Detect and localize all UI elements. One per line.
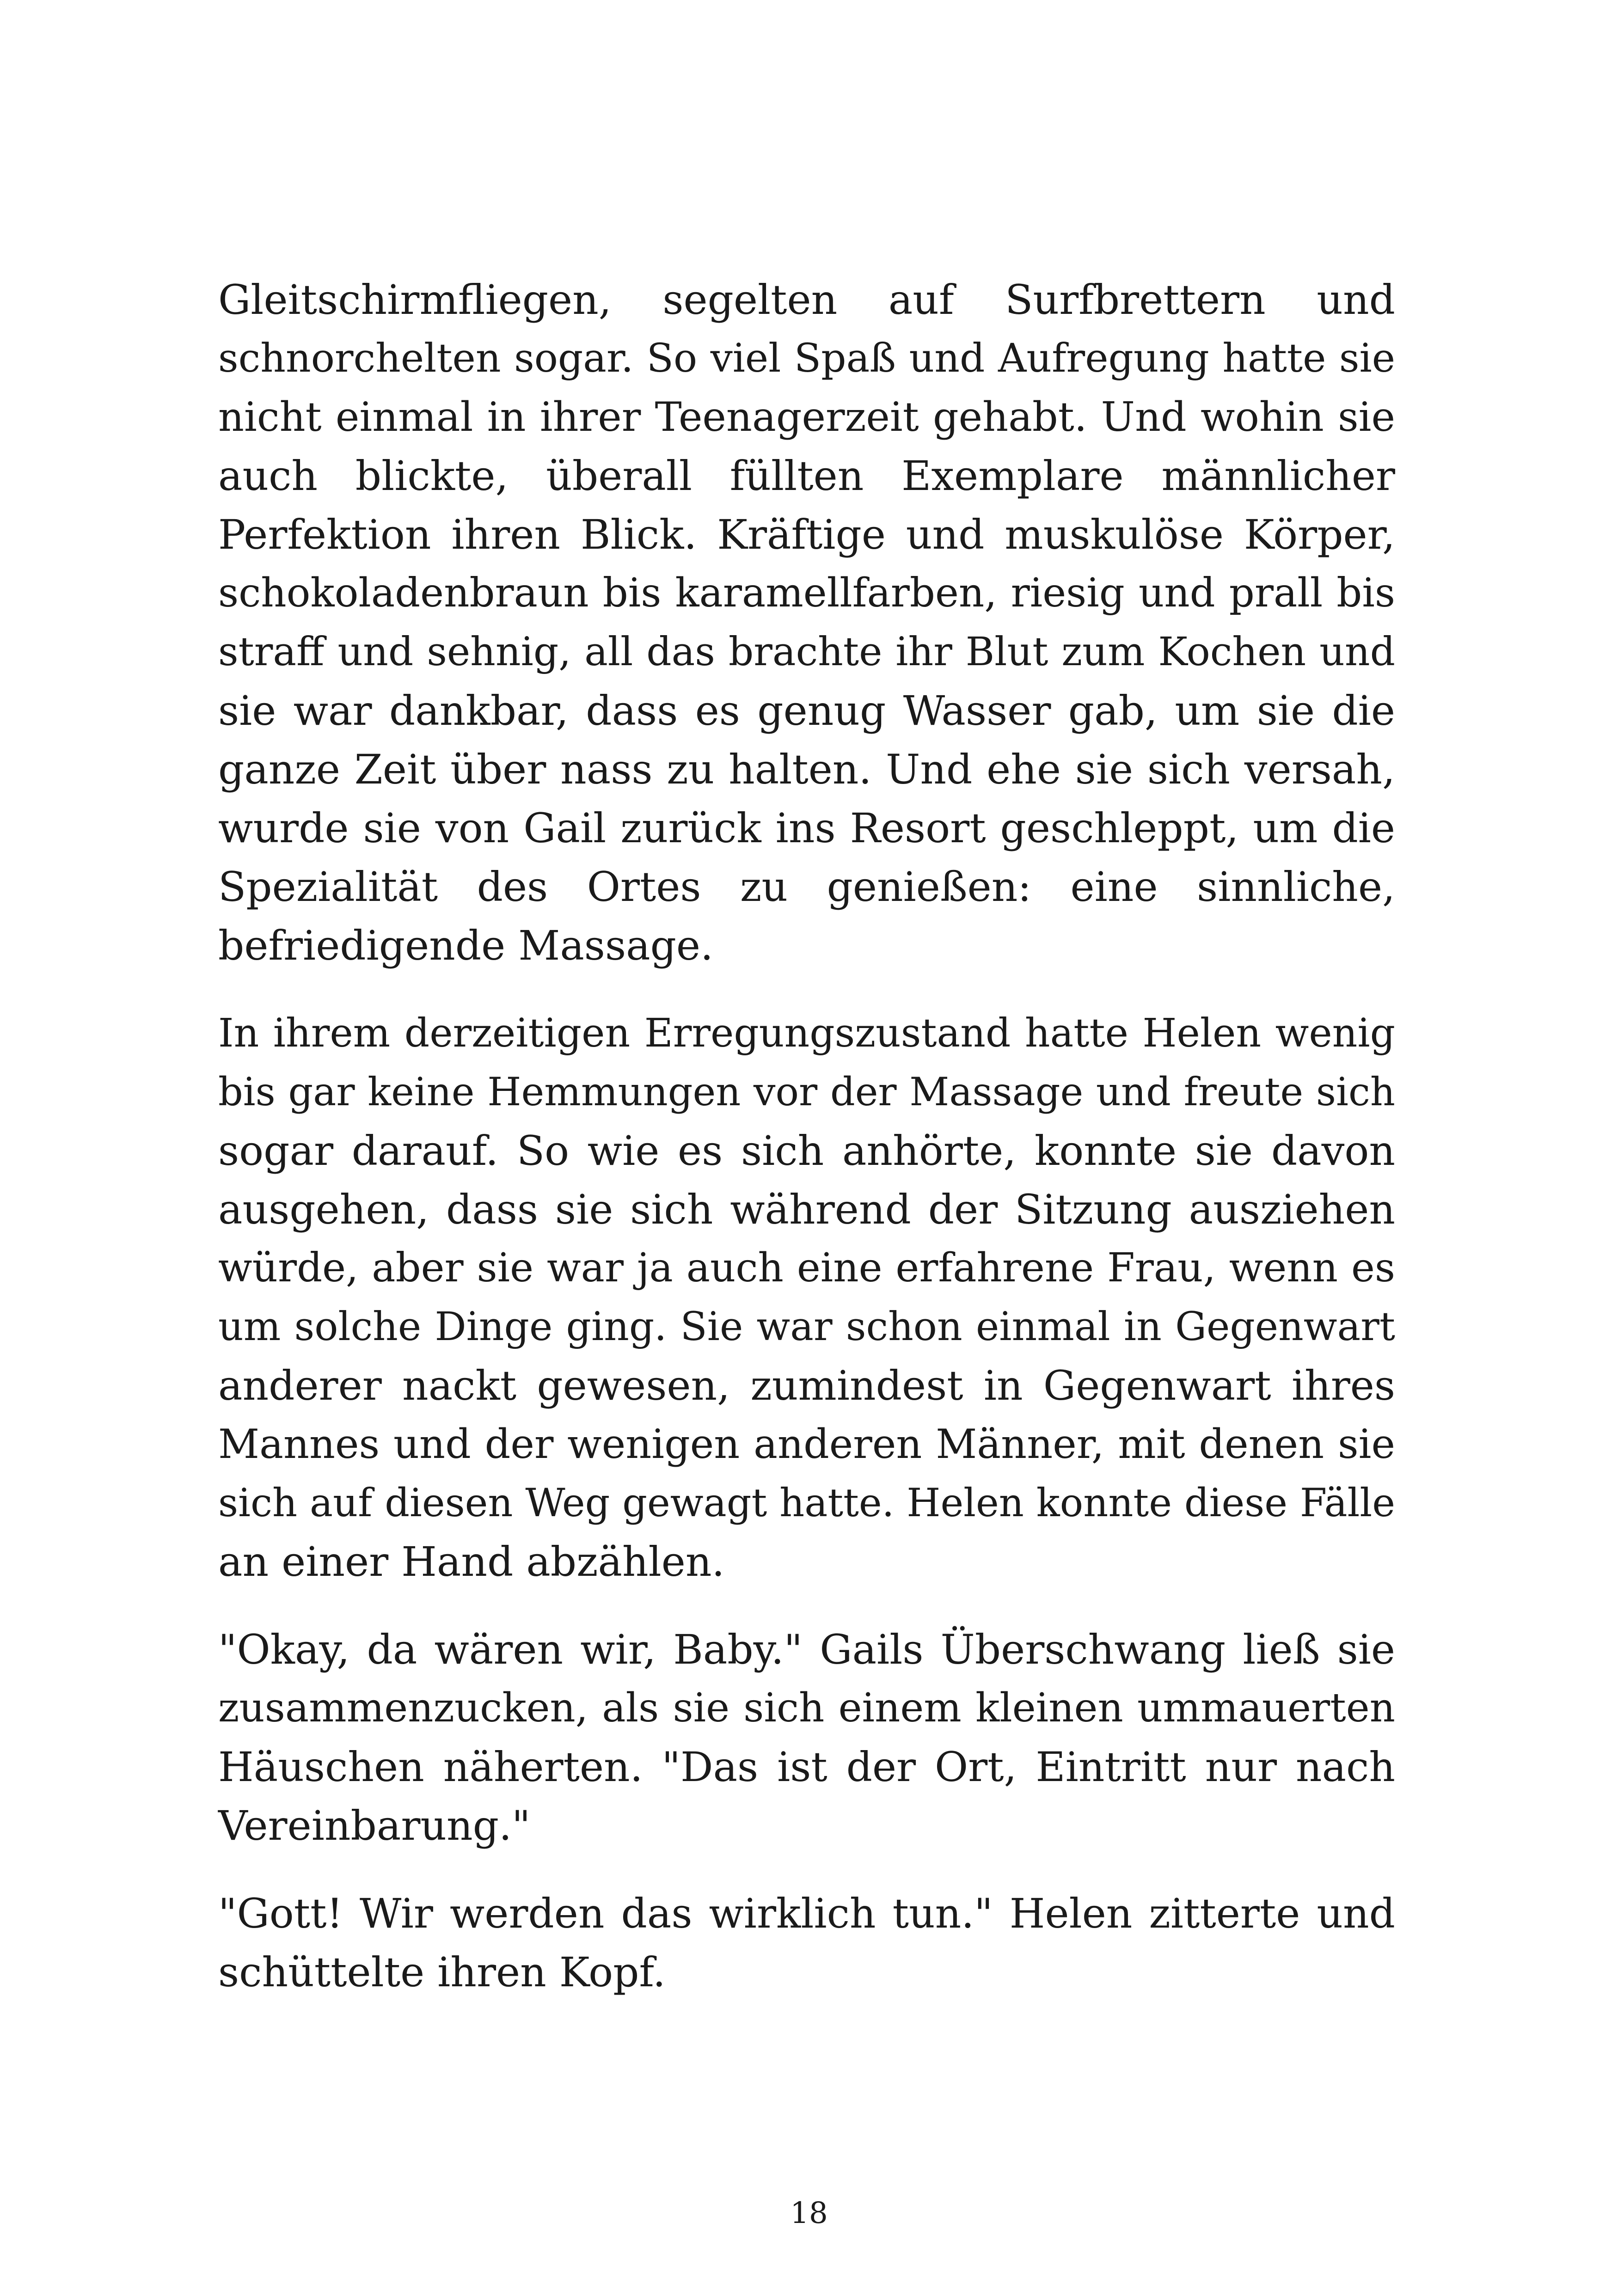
text-line: an einer Hand abzählen. [218, 1538, 725, 1586]
text-line: sich auf diesen Weg gewagt hatte. Helen konnte diese Fälle [218, 1480, 1395, 1525]
text-line: würde, aber sie war ja auch eine erfahrene Frau, wenn es [218, 1245, 1395, 1291]
text-line: straff und sehnig, all das brachte ihr Blut zum Kochen und [218, 629, 1395, 675]
text-line: bis gar keine Hemmungen vor der Massage und freute sich [218, 1069, 1395, 1114]
text-line: Vereinbarung." [218, 1802, 531, 1849]
text-line: Häuschen näherten. "Das ist der Ort, Eintritt nur nach [218, 1743, 1395, 1791]
text-line: schnorchelten sogar. So viel Spaß und Aufregung hatte sie [218, 336, 1395, 381]
text-line: nicht einmal in ihrer Teenagerzeit gehabt. Und wohin sie [218, 393, 1395, 441]
paragraph-3 [218, 1620, 1395, 1855]
text-line: schüttelte ihren Kopf. [218, 1948, 666, 1996]
text-line: ausgehen, dass sie sich während der Sitzung ausziehen [218, 1186, 1395, 1233]
text-line: wurde sie von Gail zurück ins Resort geschleppt, um die [218, 804, 1395, 852]
text-line: Perfektion ihren Blick. Kräftige und muskulöse Körper, [218, 511, 1395, 558]
text-line: In ihrem derzeitigen Erregungszustand hatte Helen wenig [218, 1010, 1395, 1056]
text-line: sie war dankbar, dass es genug Wasser gab, um sie die [218, 687, 1395, 735]
text-line: "Okay, da wären wir, Baby." Gails Überschwang ließ sie [218, 1626, 1395, 1673]
text-line: befriedigende Massage. [218, 922, 713, 969]
text-line: sogar darauf. So wie es sich anhörte, konnte sie davon [218, 1127, 1395, 1175]
text-line: Spezialität des Ortes zu genießen: eine sinnliche, [218, 863, 1395, 911]
text-line: ganze Zeit über nass zu halten. Und ehe sie sich versah, [218, 746, 1395, 793]
text-line: zusammenzucken, als sie sich einem kleinen ummauerten [218, 1685, 1395, 1731]
page-number: 18 [790, 2196, 828, 2230]
text-line: Gleitschirmfliegen, segelten auf Surfbrettern und [218, 276, 1395, 324]
text-line: auch blickte, überall füllten Exemplare männlicher [218, 452, 1395, 500]
paragraph-4 [218, 1884, 1395, 2002]
text-line: anderer nackt gewesen, zumindest in Gegenwart ihres [218, 1362, 1395, 1409]
body-text [218, 270, 1395, 2031]
paragraph-2 [218, 1004, 1395, 1591]
paragraph-1 [218, 270, 1395, 975]
text-line: Mannes und der wenigen anderen Männer, mit denen sie [218, 1420, 1395, 1468]
text-line: "Gott! Wir werden das wirklich tun." Helen zitterte und [218, 1890, 1395, 1937]
text-line: um solche Dinge ging. Sie war schon einmal in Gegenwart [218, 1304, 1395, 1350]
text-line: schokoladenbraun bis karamellfarben, riesig und prall bis [218, 570, 1395, 616]
